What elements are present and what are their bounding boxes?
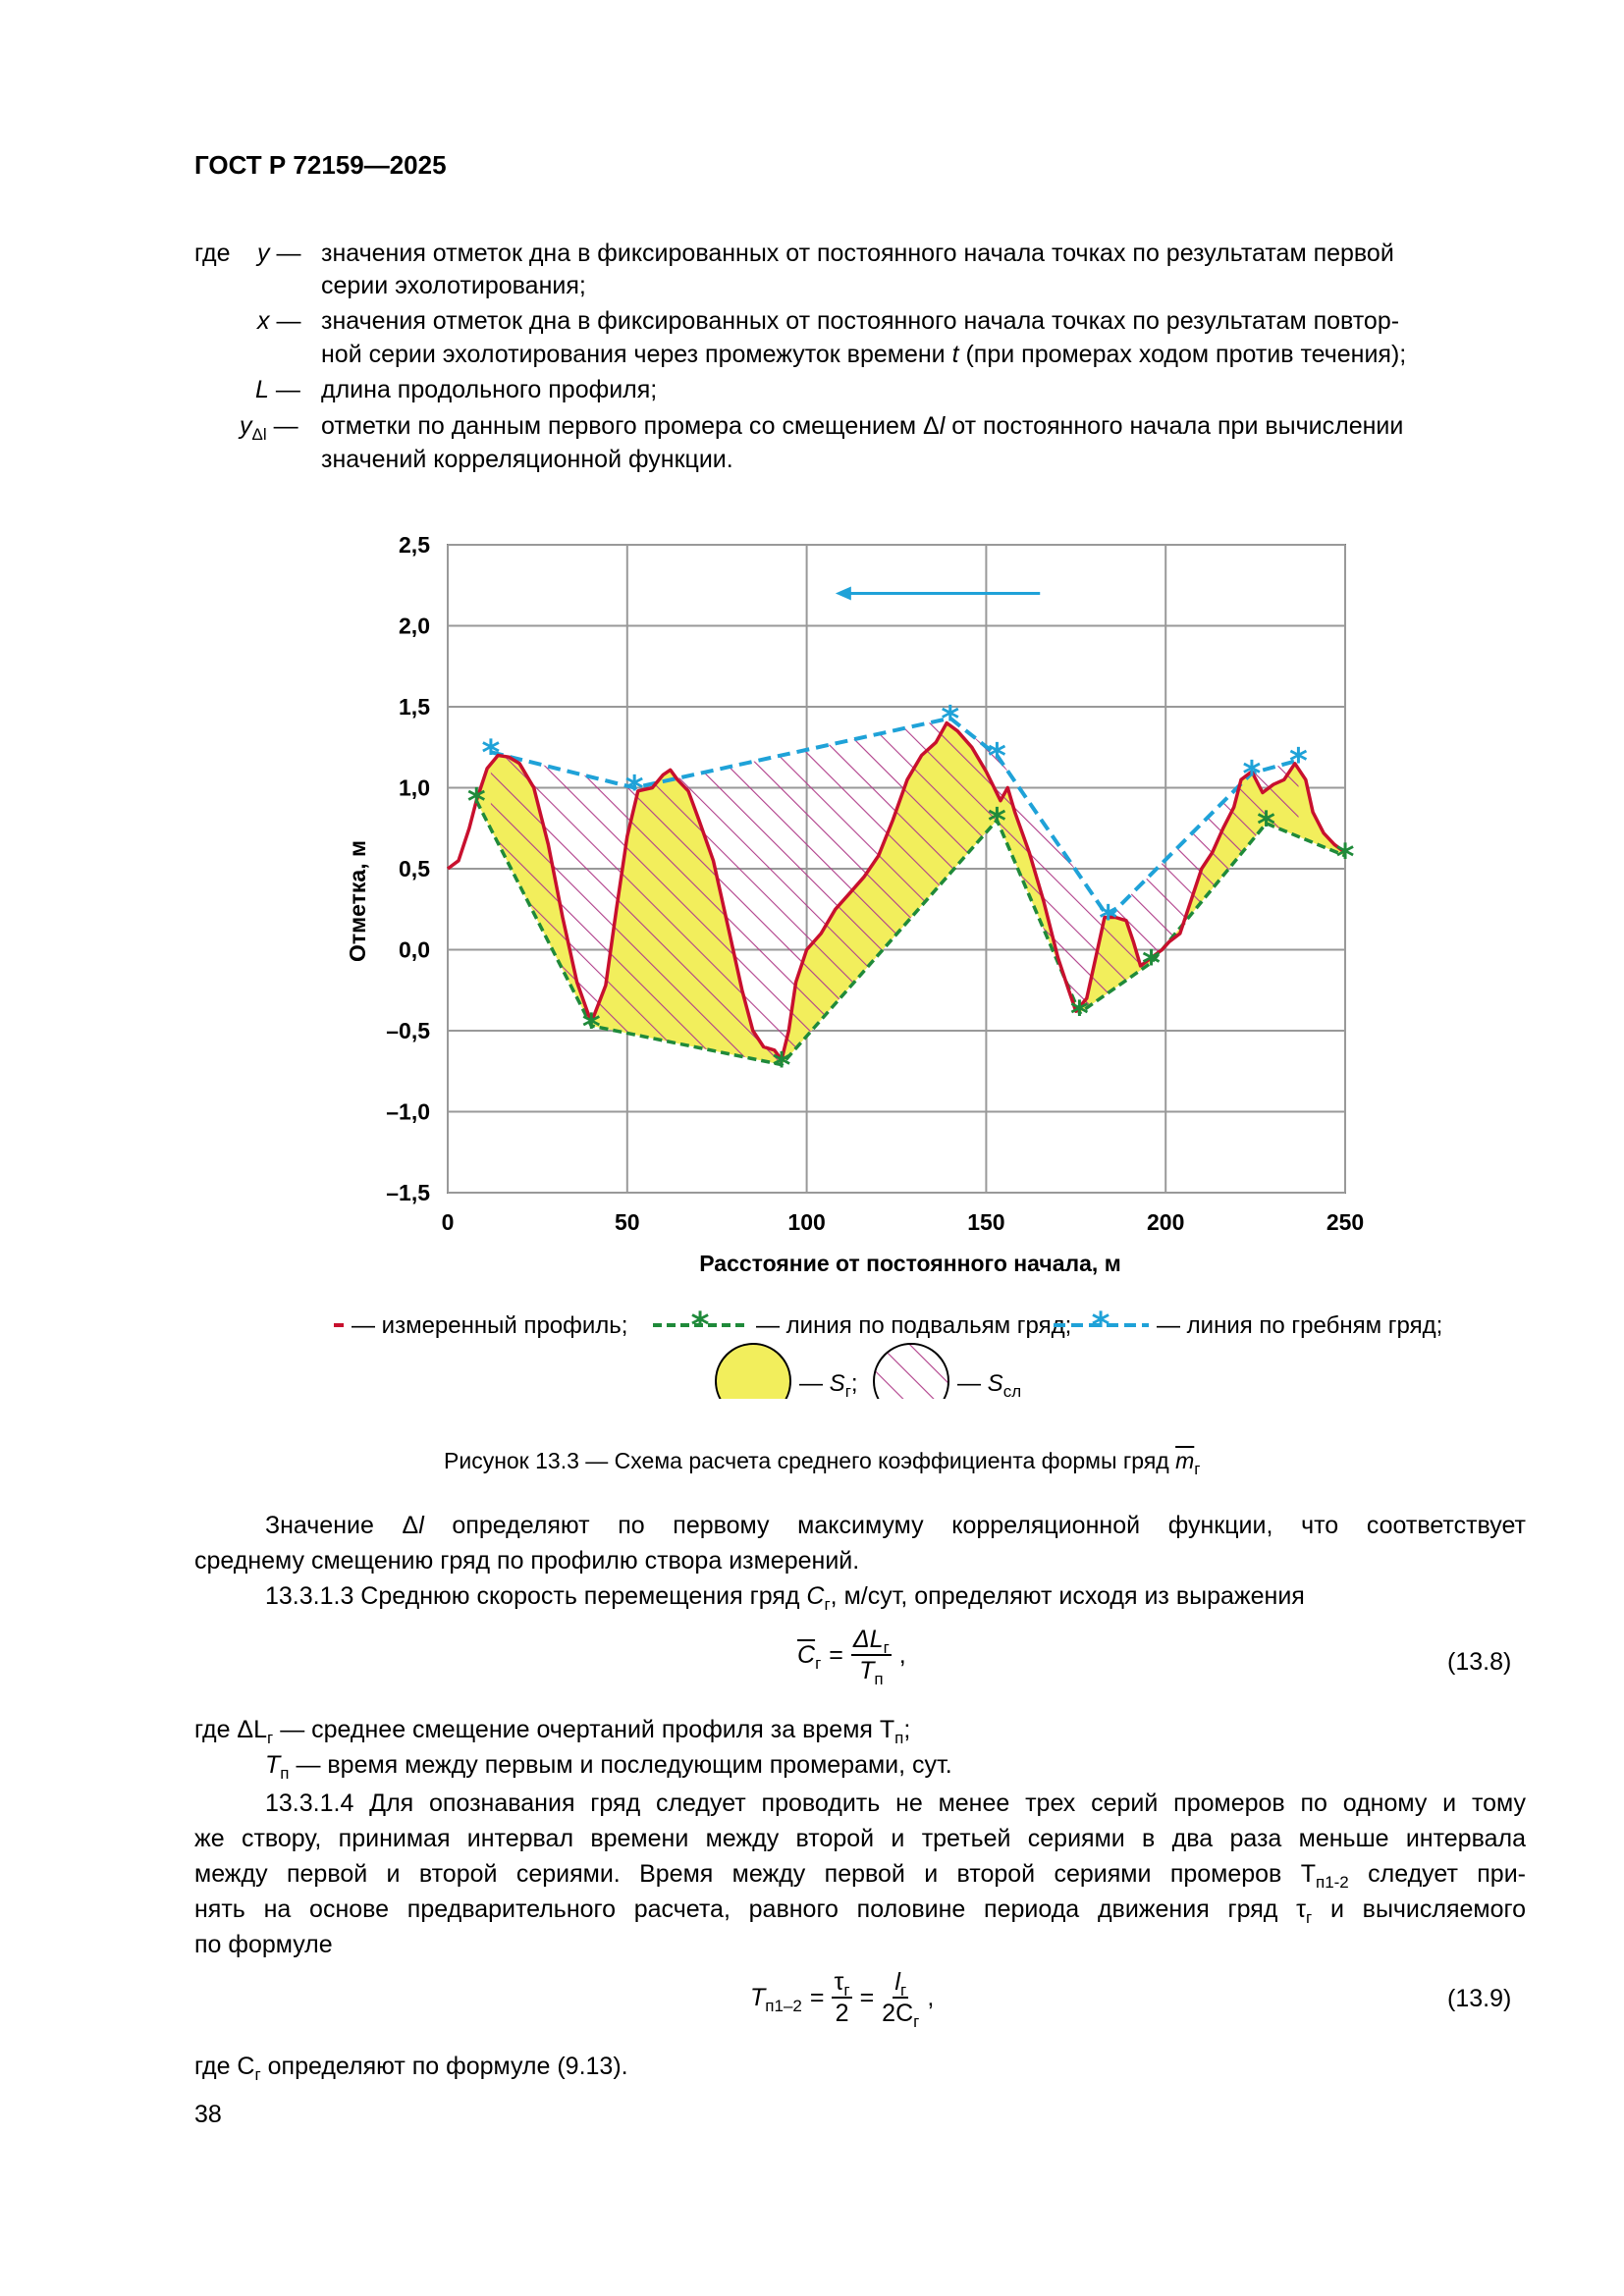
def-ydl-line1: отметки по данным первого промера со смещением Δl от постоянного начала при вычислении: [321, 412, 1404, 440]
def-y-symbol: y —: [257, 240, 301, 267]
y-tick-label: –0,5: [386, 1018, 430, 1043]
last-line: где $C_г$ определяют по формуле (9.13).: [194, 2053, 628, 2084]
where-label: где: [194, 240, 231, 267]
trough-point: *: [1070, 993, 1089, 1035]
where-13-8-line1: где $\Delta L_г$ — среднее смещение очертаний профиля за время $T_п$;: [194, 1716, 911, 1747]
trough-point: *: [987, 801, 1006, 842]
figure-caption: Рисунок 13.3 — Схема расчета среднего коэффициента формы гряд $\overline{m}_г$: [444, 1448, 1201, 1478]
crest-point: *: [481, 733, 501, 774]
para-13-3-1-4-line4: нять на основе предварительного расчета, равного половине периода движения гряд $\tau_г$ и вычисляемого: [194, 1896, 1526, 1927]
equation-13-8-number: (13.8): [1447, 1648, 1512, 1676]
legend-ssl-swatch: [874, 1344, 948, 1399]
trough-point: *: [466, 781, 486, 823]
y-axis-label: Отметка, м: [345, 839, 370, 963]
crest-point: *: [1289, 741, 1308, 782]
legend-trough-marker-icon: *: [690, 1306, 710, 1346]
def-x-symbol: x —: [257, 307, 301, 335]
trough-point: *: [1335, 836, 1355, 878]
legend-trough-label: — линия по подвальям гряд;: [756, 1312, 1072, 1339]
x-tick-label: 150: [967, 1209, 1005, 1235]
y-tick-label: 2,5: [399, 532, 430, 558]
y-tick-label: 2,0: [399, 613, 430, 639]
def-ydl-symbol: $y_{\Delta l}$ —: [240, 412, 298, 444]
y-tick-label: 0,5: [399, 856, 430, 881]
y-tick-label: –1,5: [386, 1180, 430, 1205]
crest-point: *: [1099, 898, 1118, 939]
def-l-line1: длина продольного профиля;: [321, 376, 658, 403]
crest-point: *: [1242, 754, 1262, 795]
crest-point: *: [624, 769, 644, 810]
y-tick-label: 1,0: [399, 774, 430, 801]
crest-point: *: [987, 736, 1006, 777]
x-tick-label: 0: [441, 1209, 455, 1235]
x-tick-label: 250: [1326, 1209, 1365, 1235]
def-y-line1: значения отметок дна в фиксированных от постоянного начала точках по результатам первой: [321, 240, 1394, 267]
x-tick-label: 100: [787, 1209, 826, 1235]
trough-point: *: [1142, 943, 1161, 985]
para-13-3-1-4-line5: по формуле: [194, 1931, 333, 1958]
equation-13-9-number: (13.9): [1447, 1985, 1512, 2012]
para-13-3-1-4-line1: 13.3.1.4 Для опознавания гряд следует проводить не менее трех серий промеров по одному и тому: [265, 1789, 1526, 1817]
x-tick-label: 50: [615, 1209, 640, 1235]
x-axis-label: Расстояние от постоянного начала, м: [699, 1251, 1121, 1276]
x-tick-label: 200: [1147, 1209, 1185, 1235]
equation-13-9: $T_{п1-2}$ = $\tau_г$ 2 = $l_г$ $2C_г$ ,: [750, 1968, 935, 2031]
para-delta-l-line1: Значение Δl определяют по первому максимуму корреляционной функции, что соответствует: [265, 1512, 1526, 1539]
legend-ssl-label: — $S_{сл}$: [957, 1370, 1022, 1399]
para-13-3-1-4-line2: же створу, принимая интервал времени между второй и третьей сериями в два раза меньше интервала: [194, 1825, 1526, 1852]
y-tick-label: 0,0: [399, 936, 430, 963]
para-13-3-1-4-line3: между первой и второй сериями. Время между первой и второй сериями промеров $T_{п1-2}$ следует при-: [194, 1860, 1526, 1892]
trough-point: *: [1257, 804, 1275, 845]
document-header: ГОСТ Р 72159—2025: [194, 150, 447, 180]
equation-13-8: $\overline{C}_г$ = $\Delta L_г$ $T_п$ ,: [797, 1626, 906, 1688]
trough-point: *: [772, 1045, 791, 1087]
legend-sg-label: — $S_г$;: [799, 1370, 858, 1399]
para-13-3-1-3: 13.3.1.3 Среднюю скорость перемещения гряд $C_г$, м/сут, определяют исходя из выражения: [265, 1582, 1305, 1614]
crest-point: *: [941, 699, 960, 740]
y-tick-label: –1,0: [386, 1098, 430, 1125]
def-l-symbol: L —: [255, 376, 300, 403]
def-x-line1: значения отметок дна в фиксированных от постоянного начала точках по результатам повтор-: [321, 307, 1400, 335]
def-ydl-line2: значений корреляционной функции.: [321, 446, 733, 473]
legend-crest-label: — линия по гребням гряд;: [1157, 1312, 1443, 1339]
def-x-line2: ной серии эхолотирования через промежуток времени t (при промерах ходом против течения);: [321, 341, 1407, 368]
def-y-line2: серии эхолотирования;: [321, 272, 586, 299]
trough-point: *: [581, 1007, 601, 1048]
where-13-8-line2: $T_п$ — время между первым и последующим промерами, сут.: [265, 1751, 952, 1783]
chart: [334, 525, 1453, 1399]
page-number: 38: [194, 2101, 222, 2128]
para-delta-l-line2: среднему смещению гряд по профилю створа измерений.: [194, 1547, 860, 1575]
legend-profile-label: — измеренный профиль;: [352, 1312, 628, 1339]
y-tick-label: 1,5: [399, 694, 430, 720]
legend-sg-swatch: [716, 1344, 790, 1399]
legend-crest-marker-icon: *: [1091, 1306, 1110, 1346]
